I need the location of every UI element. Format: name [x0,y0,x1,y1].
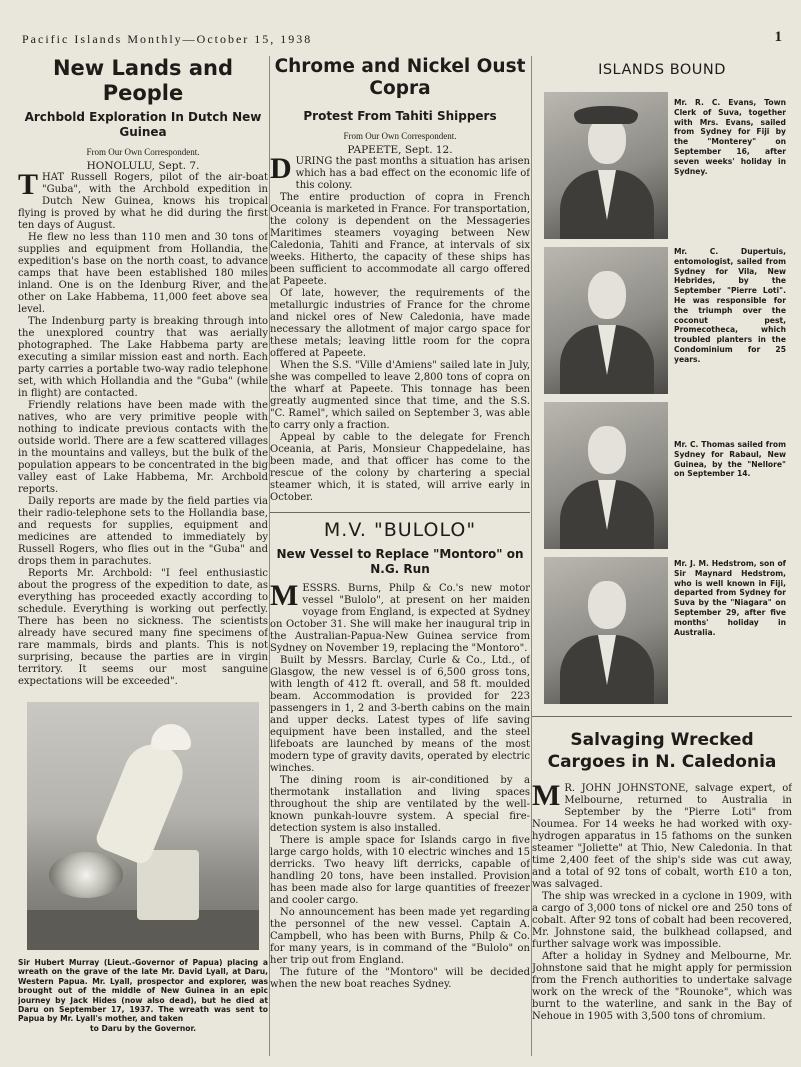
dateline-new-lands: HONOLULU, Sept. 7. [86,160,200,172]
article-body-new-lands [18,168,268,688]
portrait-caption: Mr. C. Dupertuis, entomologist, sailed from Sydney for Vila, New Hebrides, by the September "Pierre Loti". He was responsible for the triumph over the coconut pest, Promecotheca, which troubled planters in the Condominium for 25 years. [674,247,786,364]
portrait-photo [544,557,668,704]
section-divider [270,512,530,513]
paragraph: There is ample space for Islands cargo in five large cargo holds, with 10 electric winches and 15 derricks. Two heavy lift derricks, capable of handling 20 tons, have been installed. Provision has been made also for large quantities of freezer and cooler cargo. [270,835,530,906]
paragraph: When the S.S. "Ville d'Amiens" sailed late in July, she was compelled to leave 2,800 tons of copra on the wharf at Papeete. This tonnage has been greatly augmented since that time, and the S.S. "C. Ramel", which sailed on September 3, was able to carry only a fraction. [270,360,530,431]
person-entry [532,557,792,704]
person-entry [532,402,792,549]
portrait-hat [574,106,638,124]
drop-cap: T [18,168,39,201]
headline-bulolo: M.V. "BULOLO" [323,519,477,541]
byline-new-lands: From Our Own Correspondent. [86,147,200,157]
column-middle [270,56,530,1056]
paragraph [532,779,792,891]
wreath-shape [49,852,123,898]
portrait-caption: Mr. C. Thomas sailed from Sydney for Rabaul, New Guinea, by the "Nellore" on September 14. [674,440,786,479]
subhead-chrome: Protest From Tahiti Shippers [303,109,497,123]
caption-text: Sir Hubert Murray (Lieut.-Governor of Papua) placing a wreath on the grave of the late Mr. David Lyall, at Daru, Western Papua. Mr. Lyall, prospector and explorer, was brought out of the middle of New Guinea in an epic journey by Jack Hides (now also dead), but he died at Daru on September 17, 1937. The wreath was sent to Papua by Mr. Lyall's mother, and taken [18,958,268,1024]
paragraph: The ship was wrecked in a cyclone in 1909, with a cargo of 3,000 tons of nickel ore and 250 tons of cobalt. After 92 tons of cobalt had been recovered, Mr. Johnstone said, the bulkhead collapsed, and further salvage work was impossible. [532,891,792,950]
article-body-salvage [532,779,792,1023]
portrait-caption: Mr. J. M. Hedstrom, son of Sir Maynard Hedstrom, who is well known in Fiji, departed from Sydney for Suva by the "Niagara" on September 29, after five months' holiday in Australia. [674,559,786,637]
column-left [18,56,268,1056]
paragraph: He flew no less than 110 men and 30 tons of supplies and equipment from Hollandia, the expedition's base on the north coast, to advance camps that have been established 180 miles inland. One is on the Idenburg River, and the other on Lake Habbema, 11,000 feet above sea level. [18,232,268,315]
portrait-head [588,271,626,319]
section-divider [532,716,792,717]
article-body-chrome [270,152,530,504]
section-title-islands-bound: ISLANDS BOUND [598,62,726,78]
page-number: 1 [774,29,782,45]
paragraph: No announcement has been made yet regarding the personnel of the new vessel. Captain A. Campbell, who has been with Burns, Philp & Co. for many years, is in command of the "Bulolo" on her trip out from England. [270,907,530,966]
paragraph-text: ESSRS. Burns, Philp & Co.'s new motor vessel "Bulolo", at present on her maiden voyage from England, is expected at Sydney on October 31. She will make her inaugural trip in the Australian-Papua-New Guinea service from Sydney on November 19, replacing the "Montoro". [270,583,530,654]
portrait-caption: Mr. R. C. Evans, Town Clerk of Suva, together with Mrs. Evans, sailed from Sydney for Fiji by the "Monterey" on September 16, after seven weeks' holiday in Sydney. [674,98,786,176]
paragraph [270,579,530,655]
running-head [22,29,782,48]
portrait-photo [544,92,668,239]
paragraph [270,152,530,192]
caption-last-line: to Daru by the Governor. [89,1023,197,1033]
photo-caption-murray [18,958,268,1033]
subhead-bulolo: New Vessel to Replace "Montoro" on N.G. Run [276,547,524,576]
drop-cap: M [532,779,561,812]
subhead-new-lands: Archbold Exploration In Dutch New Guinea [24,110,262,139]
paragraph: The Indenburg party is breaking through into the unexplored country that was aerially photographed. The Lake Habbema party are executing a similar mission east and north. Each party carries a portable two-way radio telephone set, with which Hollandia and the "Guba" (while in flight) are contacted. [18,316,268,399]
paragraph: Built by Messrs. Barclay, Curle & Co., Ltd., of Glasgow, the new vessel is of 6,500 gross tons, with length of 412 ft. overall, and 58 ft. moulded beam. Accommodation is provided for 223 passengers in 1, 2 and 3-berth cabins on the main and upper decks. Latest types of life saving equipment have been installed, and the steel lifeboats are launched by means of the most modern type of gravity davits, operated by electric winches. [270,655,530,774]
paragraph: Friendly relations have been made with the natives, who are very primitive people with nothing to indicate previous contacts with the outside world. There are a few scattered villages in the mountains and valleys, but the bulk of the population appears to be concentrated in the big valley east of Lake Habbema, Mr. Archbold reports. [18,400,268,495]
paragraph: After a holiday in Sydney and Melbourne, Mr. Johnstone said that he might apply for permission from the French authorities to undertake salvage work on the wreck of the "Rounoke", which was burnt to the waterline, and sank in the Bay of Nehoue in 1905 with 3,500 tons of chromium. [532,951,792,1022]
drop-cap: D [270,152,292,185]
portrait-photo [544,402,668,549]
article-body-bulolo [270,579,530,991]
column-right [532,56,792,1056]
paragraph: The entire production of copra in French Oceania is marketed in France. For transportation, the colony is dependent on the Messageries Maritimes steamers voyaging between New Caledonia, Tahiti and France, at intervals of six weeks. Hitherto, the capacity of these ships has been sufficient to accommodate all cargo offered at Papeete. [270,192,530,287]
portrait-head [588,581,626,629]
paragraph: The dining room is air-conditioned by a thermotank installation and living spaces throughout the ship are ventilated by the well-known punkah-louvre system. A special fire-detection system is also installed. [270,775,530,834]
portrait-photo [544,247,668,394]
portrait-head [588,426,626,474]
paragraph-text: URING the past months a situation has arisen which has a bad effect on the economic life of this colony. [295,156,530,191]
headline-salvage: Salvaging Wrecked Cargoes in N. Caledonia [547,730,777,772]
drop-cap: M [270,579,299,612]
person-entry [532,92,792,239]
byline-chrome: From Our Own Correspondent. [343,131,457,141]
paragraph: Of late, however, the requirements of the metallurgic industries of France for the chrome and nickel ores of New Caledonia, have made necessary the allotment of major cargo space for these metals; leaving little room for the copra offered at Papeete. [270,288,530,359]
headline-chrome: Chrome and Nickel Oust Copra [274,56,526,99]
paragraph: Appeal by cable to the delegate for French Oceania, at Paris, Monsieur Chappedelaine, has been made, and that officer has come to the rescue of the colony by chartering a special steamer which, it is stated, will arrive early in October. [270,432,530,503]
dateline-chrome: PAPEETE, Sept. 12. [347,144,453,156]
photo-murray-wreath [27,702,259,950]
person-entry [532,247,792,394]
running-head-text: Pacific Islands Monthly—October 15, 1938 [22,32,313,46]
paragraph-text: R. JOHN JOHNSTONE, salvage expert, of Melbourne, returned to Australia in September by the "Pierre Loti" from Noumea. For 14 weeks he had worked with oxy-hydrogen apparatus in 15 fathoms on the sunken steamer "Joliette" at Thio, New Caledonia. In that time 2,400 feet of the ship's side was cut away, and a total of 92 tons of cobalt, worth £10 a ton, was salvaged. [532,783,792,890]
paragraph: Daily reports are made by the field parties via their radio-telephone sets to the Hollandia base, and requests for supplies, equipment and medicines are attended to immediately by Russell Rogers, who flies out in the "Guba" and drops them in parachutes. [18,496,268,567]
paragraph: Reports Mr. Archbold: "I feel enthusiastic about the progress of the expedition to date, as everything has proceeded exactly according to schedule. Everything is working out perfectly. There has been no sickness. The scientists already have secured many fine specimens of rare mammals, birds and plants. This is not surprising, because the parties are in virgin territory. It seems our most sanguine expectations will be exceeded". [18,568,268,687]
headline-new-lands: New Lands and People [52,56,234,105]
paragraph: The future of the "Montoro" will be decided when the new boat reaches Sydney. [270,967,530,990]
paragraph [18,168,268,232]
paragraph-text: HAT Russell Rogers, pilot of the air-boat "Guba", with the Archbold expedition in Dutch New Guinea, knows his tropical flying is proved by what he did during the first ten days of August. [18,172,268,231]
